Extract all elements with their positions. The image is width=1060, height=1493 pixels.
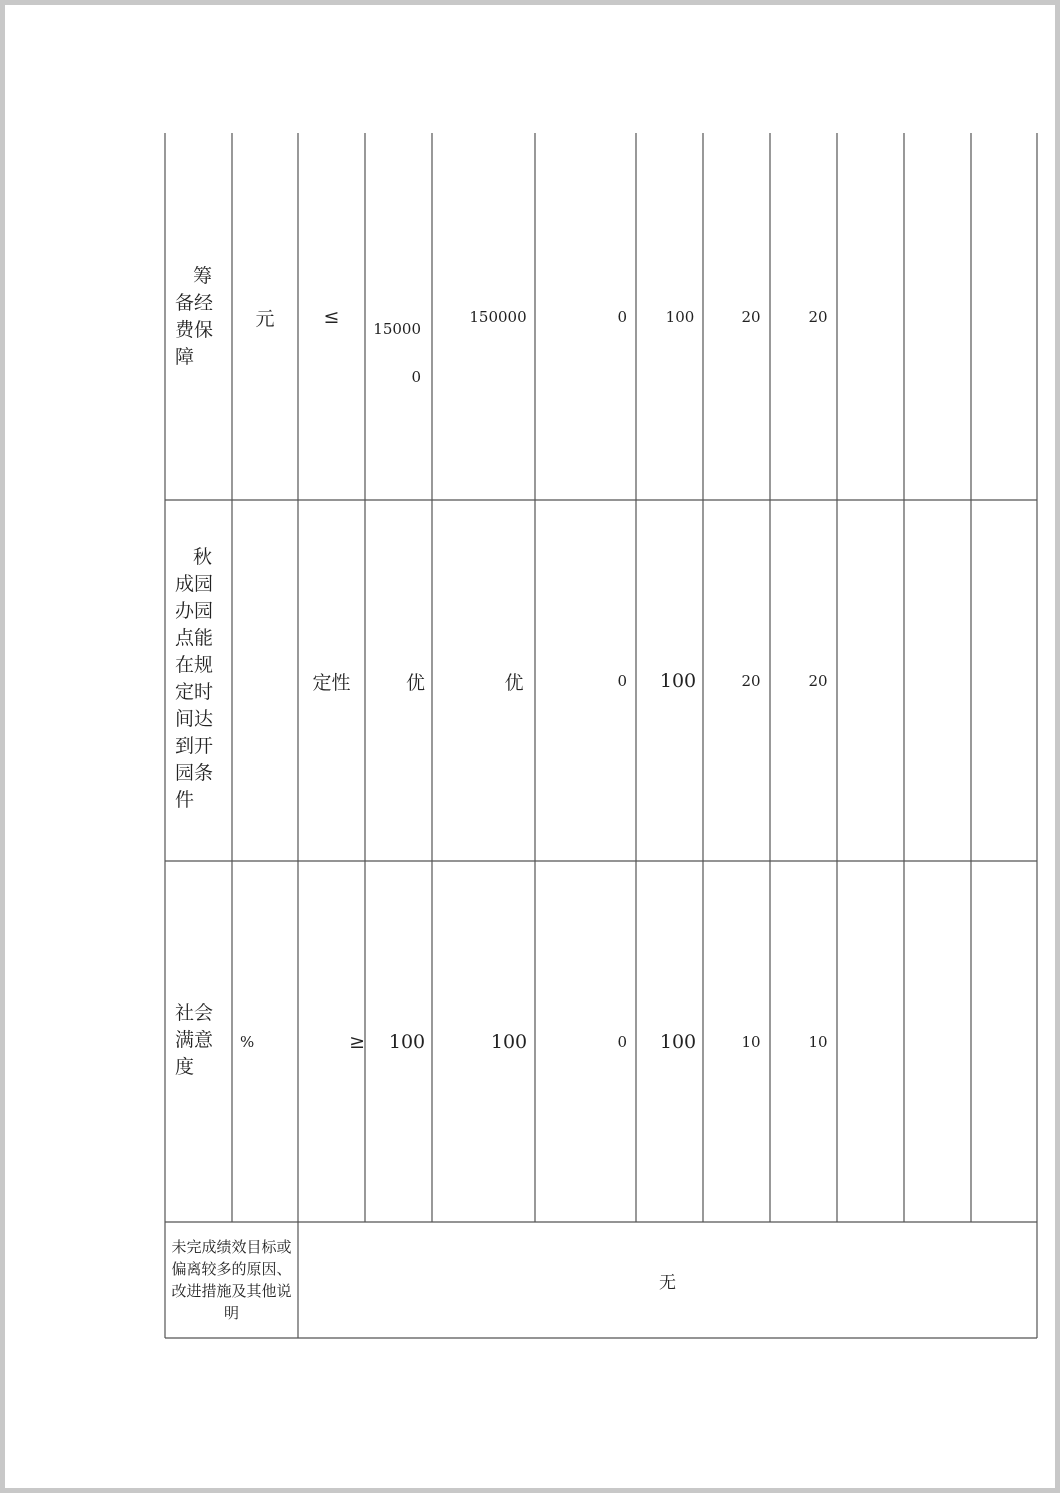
row2-actual: 优	[504, 671, 524, 694]
row1-indicator: 筹备经费保障	[175, 265, 214, 368]
row1-target	[365, 293, 429, 386]
row2-weight: 20	[741, 672, 761, 690]
row3-operator: ≥	[349, 1031, 365, 1053]
note-label: 未完成绩效目标或偏离较多的原因、改进措施及其他说明	[171, 1238, 292, 1322]
row3-deviation: 0	[617, 1033, 627, 1051]
row1-target-line1: 15000	[373, 320, 421, 338]
row2-completion: 100	[659, 670, 697, 692]
row3-weight: 10	[741, 1033, 761, 1051]
row1-completion: 100	[665, 308, 695, 326]
row2-score: 20	[808, 672, 828, 690]
row1-target-line2: 0	[411, 368, 421, 386]
row3-target: 100	[388, 1031, 426, 1053]
row2-unit	[232, 664, 298, 698]
row1-score: 20	[808, 308, 828, 326]
row1-operator: ≤	[323, 306, 340, 328]
row3-indicator: 社会满意度	[175, 1002, 214, 1078]
row2-indicator: 秋成园办园点能在规定时间达到开园条件	[175, 546, 214, 811]
row3-unit: %	[240, 1033, 255, 1051]
row2-operator: 定性	[312, 671, 351, 694]
row1-deviation: 0	[617, 308, 627, 326]
row1-weight: 20	[741, 308, 761, 326]
row2-target: 优	[405, 671, 425, 694]
row3-actual: 100	[490, 1031, 528, 1053]
row1-actual: 150000	[469, 308, 527, 326]
row3-completion: 100	[659, 1031, 697, 1053]
note-value: 无	[659, 1272, 676, 1293]
row3-score: 10	[808, 1033, 828, 1051]
row2-deviation: 0	[617, 672, 627, 690]
row1-unit: 元	[255, 307, 275, 330]
